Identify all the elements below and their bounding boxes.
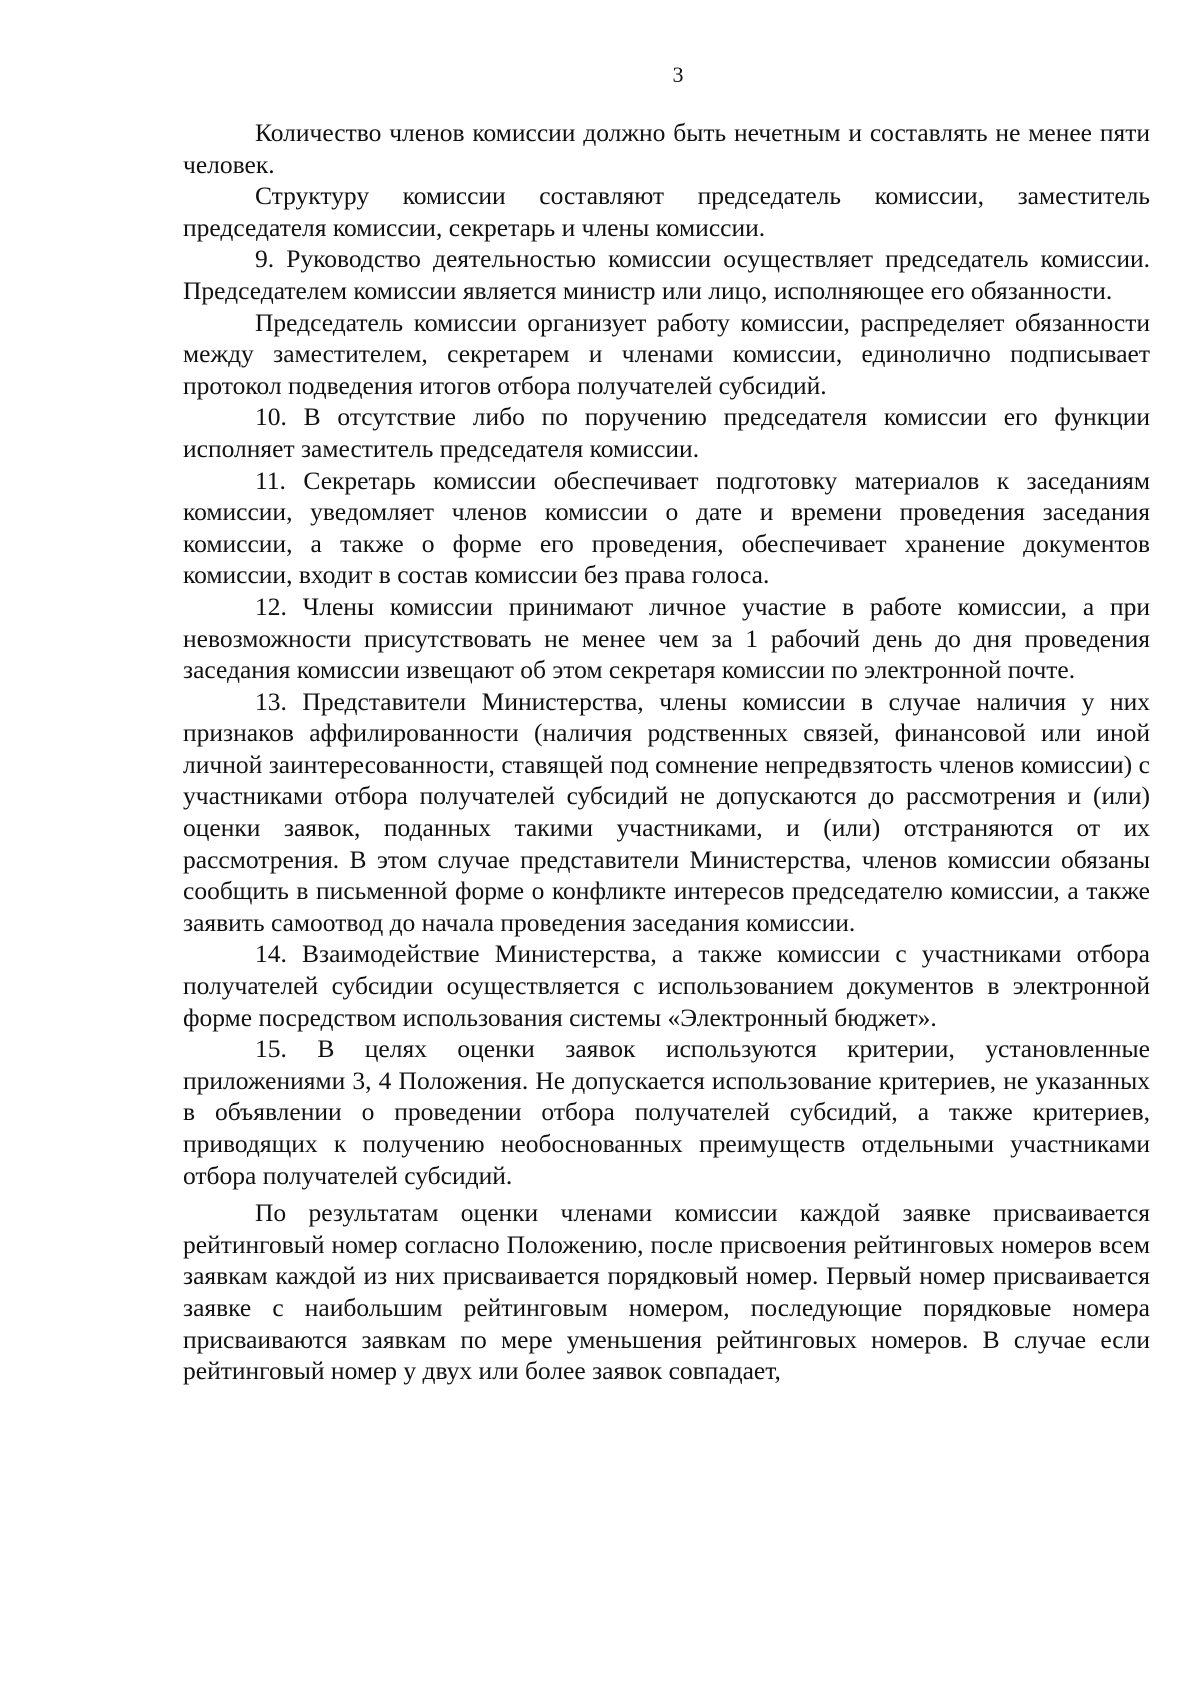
- paragraph-11-secretary: 11. Секретарь комиссии обеспечивает подготовку материалов к заседаниям комиссии, уведомляет членов комиссии о дате и времени проведения заседания комиссии, а также о форме его проведения, обеспечивает хранение документов комиссии, входит в состав комиссии без права голоса.: [183, 465, 1150, 590]
- paragraph-commission-structure: Структуру комиссии составляют председатель комиссии, заместитель председателя комиссии, секретарь и члены комиссии.: [183, 181, 1150, 242]
- paragraph-10-deputy: 10. В отсутствие либо по поручению председателя комиссии его функции исполняет заместитель председателя комиссии.: [183, 402, 1150, 463]
- paragraph-commission-size: Количество членов комиссии должно быть нечетным и составлять не менее пяти человек.: [183, 118, 1150, 179]
- document-body: [183, 117, 1150, 1387]
- paragraph-13-affiliation: 13. Представители Министерства, члены комиссии в случае наличия у них признаков аффилированности (наличия родственных связей, финансовой или иной личной заинтересованности, ставящей под сомнение непредвзятость членов комиссии) с участниками отбора получателей субсидий не допускаются до рассмотрения и (или) оценки заявок, поданных такими участниками, и (или) отстраняются от их рассмотрения. В этом случае представители Министерства, членов комиссии обязаны сообщить в письменной форме о конфликте интересов председателю комиссии, а также заявить самоотвод до начала проведения заседания комиссии.: [183, 686, 1150, 937]
- paragraph-12-members-participation: 12. Члены комиссии принимают личное участие в работе комиссии, а при невозможности присутствовать не менее чем за 1 рабочий день до дня проведения заседания комиссии извещают об этом секретаря комиссии по электронной почте.: [183, 591, 1150, 685]
- page-number: 3: [672, 62, 684, 87]
- paragraph-15-criteria: 15. В целях оценки заявок используются критерии, установленные приложениями 3, 4 Положения. Не допускается использование критериев, не указанных в объявлении о проведении отбора получателей субсидий, а также критериев, приводящих к получению необоснованных преимуществ отдельными участниками отбора получателей субсидий.: [183, 1034, 1150, 1190]
- paragraph-14-electronic-budget: 14. Взаимодействие Министерства, а также комиссии с участниками отбора получателей субсидии осуществляется с использованием документов в электронной форме посредством использования системы «Электронный бюджет».: [183, 939, 1150, 1032]
- paragraph-rating-numbers: По результатам оценки членами комиссии каждой заявке присваивается рейтинговый номер согласно Положению, после присвоения рейтинговых номеров всем заявкам каждой из них присваивается порядковый номер. Первый номер присваивается заявке с наибольшим рейтинговым номером, последующие порядковые номера присваиваются заявкам по мере уменьшения рейтинговых номеров. В случае если рейтинговый номер у двух или более заявок совпадает,: [183, 1198, 1150, 1386]
- paragraph-chairman-duties: Председатель комиссии организует работу комиссии, распределяет обязанности между заместителем, секретарем и членами комиссии, единолично подписывает протокол подведения итогов отбора получателей субсидий.: [183, 307, 1150, 400]
- paragraph-9-chairman-leadership: 9. Руководство деятельностью комиссии осуществляет председатель комиссии. Председателем комиссии является министр или лицо, исполняющее его обязанности.: [183, 244, 1150, 305]
